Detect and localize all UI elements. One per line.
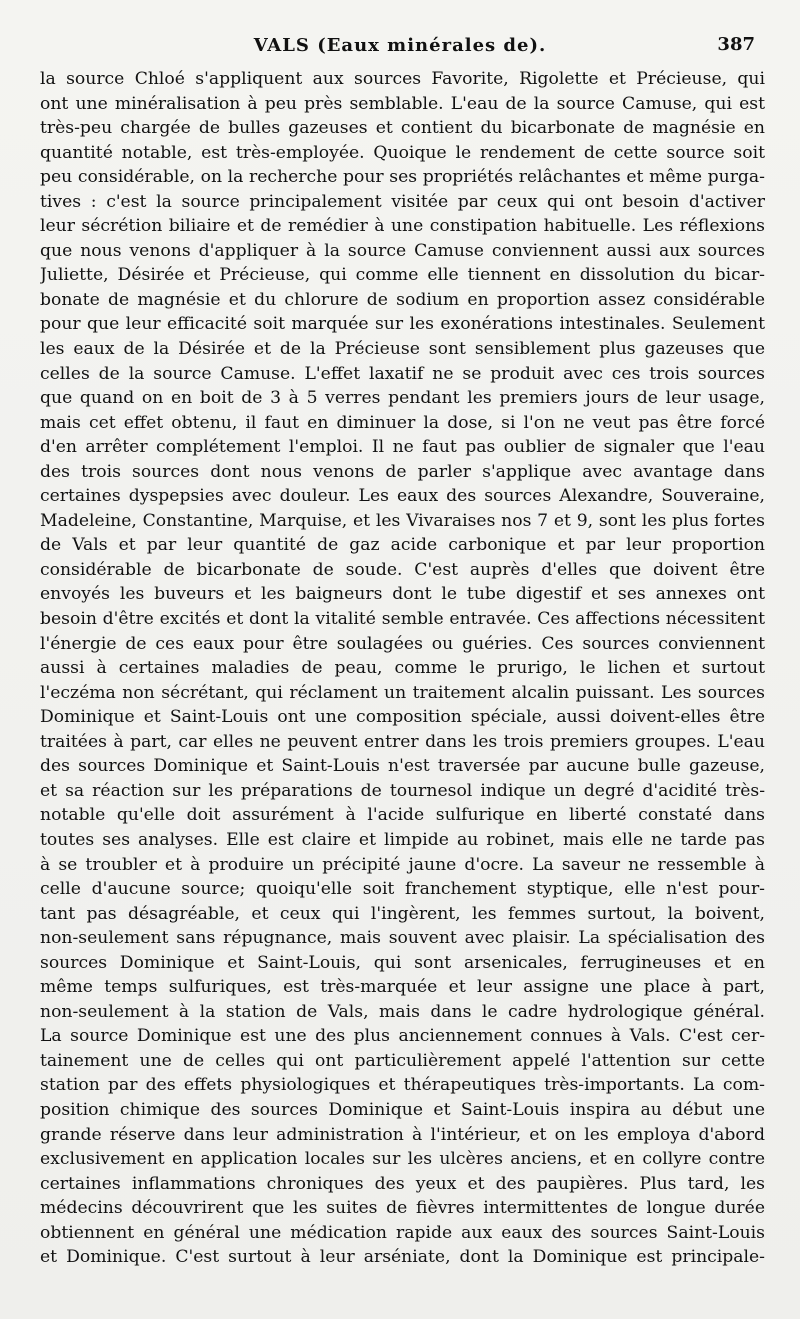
text-line: grande réserve dans leur administration à l'intérieur, et on les employa d'abord [40,1124,765,1145]
text-line: Juliette, Désirée et Précieuse, qui comme elle tiennent en dissolution du bicar- [40,265,765,286]
text-line: des sources Dominique et Saint-Louis n'est traversée par aucune bulle gazeuse, [40,756,765,777]
text-line: certaines inflammations chroniques des yeux et des paupières. Plus tard, les [40,1173,765,1194]
text-line: et Dominique. C'est surtout à leur arséniate, dont la Dominique est principale- [40,1247,765,1268]
text-line: médecins découvrirent que les suites de fièvres intermittentes de longue durée [40,1198,765,1219]
text-line: certaines dyspepsies avec douleur. Les eaux des sources Alexandre, Souveraine, [40,486,765,507]
text-line: à se troubler et à produire un précipité jaune d'ocre. La saveur ne ressemble à [40,854,765,875]
text-line: tainement une de celles qui ont particulièrement appelé l'attention sur cette [40,1050,765,1071]
text-line: très-peu chargée de bulles gazeuses et contient du bicarbonate de magnésie en [40,118,765,139]
text-line: les eaux de la Désirée et de la Précieuse sont sensiblement plus gazeuses que [40,339,765,360]
text-line: ont une minéralisation à peu près semblable. L'eau de la source Camuse, qui est [40,93,765,114]
text-line: non-seulement à la station de Vals, mais dans le cadre hydrologique général. [40,1001,765,1022]
text-line: d'en arrêter complétement l'emploi. Il ne faut pas oublier de signaler que l'eau [40,437,765,458]
text-line: bonate de magnésie et du chlorure de sodium en proportion assez considérable [40,289,765,310]
text-line: que nous venons d'appliquer à la source Camuse conviennent aussi aux sources [40,240,765,261]
text-line: obtiennent en général une médication rapide aux eaux des sources Saint-Louis [40,1222,765,1243]
text-line: des trois sources dont nous venons de parler s'applique avec avantage dans [40,461,765,482]
body-text [40,67,765,1270]
text-line: de Vals et par leur quantité de gaz acide carbonique et par leur proportion [40,535,765,556]
text-line: aussi à certaines maladies de peau, comme le prurigo, le lichen et surtout [40,658,765,679]
text-line: leur sécrétion biliaire et de remédier à une constipation habituelle. Les réflexions [40,216,765,237]
text-line: exclusivement en application locales sur les ulcères anciens, et en collyre contre [40,1149,765,1170]
text-line: la source Chloé s'appliquent aux sources Favorite, Rigolette et Précieuse, qui [40,69,765,89]
text-line: besoin d'être excités et dont la vitalité semble entravée. Ces affections nécessitent [40,609,765,630]
text-line: pour que leur efficacité soit marquée sur les exonérations intestinales. Seulement [40,314,765,335]
text-line: envoyés les buveurs et les baigneurs dont le tube digestif et ses annexes ont [40,584,765,605]
text-line: que quand on en boit de 3 à 5 verres pendant les premiers jours de leur usage, [40,388,765,409]
text-line: non-seulement sans répugnance, mais souvent avec plaisir. La spécialisation des [40,928,765,949]
text-line: sources Dominique et Saint-Louis, qui sont arsenicales, ferrugineuses et en [40,952,765,973]
text-line: Dominique et Saint-Louis ont une composition spéciale, aussi doivent-elles être [40,707,765,728]
text-line: et sa réaction sur les préparations de tournesol indique un degré d'acidité très- [40,780,765,801]
text-line: station par des effets physiologiques et thérapeutiques très-importants. La com- [40,1075,765,1096]
text-line: l'eczéma non sécrétant, qui réclament un traitement alcalin puissant. Les sources [40,682,765,703]
text-line: peu considérable, on la recherche pour ses propriétés relâchantes et même purga- [40,167,765,188]
text-line: considérable de bicarbonate de soude. C'est auprès d'elles que doivent être [40,559,765,580]
text-line: position chimique des sources Dominique et Saint-Louis inspira au début une [40,1099,765,1120]
page-header [0,32,800,58]
text-line: traitées à part, car elles ne peuvent entrer dans les trois premiers groupes. L'eau [40,731,765,752]
text-line: La source Dominique est une des plus anciennement connues à Vals. C'est cer- [40,1026,765,1047]
text-line: même temps sulfuriques, est très-marquée et leur assigne une place à part, [40,977,765,998]
page-number: 387 [717,34,755,55]
text-line: mais cet effet obtenu, il faut en diminuer la dose, si l'on ne veut pas être forcé [40,412,765,433]
text-line: celles de la source Camuse. L'effet laxatif ne se produit avec ces trois sources [40,363,765,384]
text-line: toutes ses analyses. Elle est claire et limpide au robinet, mais elle ne tarde pas [40,829,765,850]
text-line: Madeleine, Constantine, Marquise, et les Vivaraises nos 7 et 9, sont les plus fortes [40,510,765,531]
text-line: notable qu'elle doit assurément à l'acide sulfurique en liberté constaté dans [40,805,765,826]
text-line: tives : c'est la source principalement visitée par ceux qui ont besoin d'activer [40,191,765,212]
text-line: celle d'aucune source; quoiqu'elle soit franchement styptique, elle n'est pour- [40,879,765,900]
text-line: quantité notable, est très-employée. Quoique le rendement de cette source soit [40,142,765,163]
running-title: VALS (Eaux minérales de). [253,35,547,56]
text-line: tant pas désagréable, et ceux qui l'ingèrent, les femmes surtout, la boivent, [40,903,765,924]
text-line: l'énergie de ces eaux pour être soulagées ou guéries. Ces sources conviennent [40,633,765,654]
